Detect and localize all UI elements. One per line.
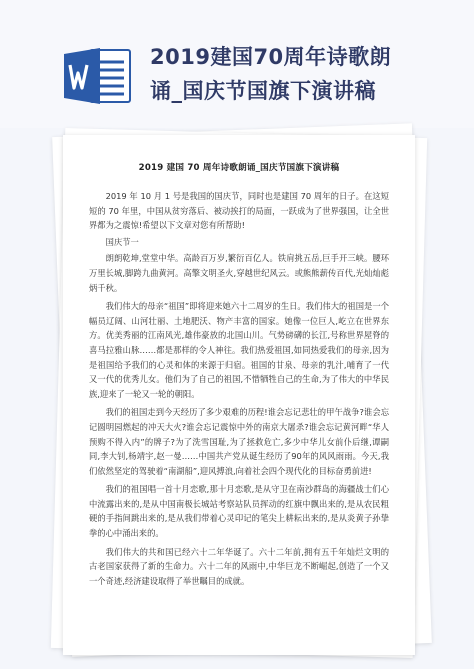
section-heading: 国庆节一 [105,236,139,247]
header [0,0,474,128]
paragraph: 我们伟大的共和国已经六十二年华诞了。六十二年前,拥有五千年灿烂文明的古老国家获得了新的生命力。六十二年的风雨中,中华巨龙不断崛起,创造了一个又一个奇迹,经济建设取得了举世瞩目的成就。 [89,546,389,586]
document-page [63,135,415,655]
paragraph: 我们伟大的母亲“祖国”即将迎来她六十二周岁的生日。我们伟大的祖国是一个幅员辽阔、山河壮丽、土地肥沃、物产丰富的国家。她像一位巨人,屹立在世界东方。优美秀丽的江南风光,雄伟豪放的北国山川。气势磅礴的长江,号称世界屋脊的喜马拉雅山脉……都是那样的令人神往。我们热爱祖国,如同热爱我们的母亲,因为是祖国给予我们的心灵和体的来源于归宿。祖国的甘泉、母亲的乳汁,哺育了一代又一代的优秀儿女。他们为了自己的祖国,不惜牺牲自己的生命,为了伟大的中华民族,迎来了一轮又一轮的朝阳。 [89,301,389,399]
page-title-line1: 2019建国70周年诗歌朗 [150,45,392,69]
word-document-icon [62,46,132,106]
page-title [150,40,450,108]
document-title: 2019 建国 70 周年诗歌朗诵_国庆节国旗下演讲稿 [138,163,340,173]
paragraph: 我们的祖国走到今天经历了多少艰难的历程!谁会忘记悲壮的甲午战争?谁会忘记圆明园燃起的冲天大火?谁会忘记震惊中外的南京大屠杀?谁会忘记黄河畔“华人预购不得入内”的牌子?为了洗雪国耻,为了拯救危亡,多少中华儿女前仆后继,谭嗣同,李大钊,杨靖宇,赵一曼……中国共产党从诞生经历了90年的风风雨雨。今天,我们依然坚定的驾驶着“南湖船”,迎风搏浪,向着社会四个现代化的目标奋勇前进! [89,407,389,476]
paragraph: 我们的祖国唱一首十月恋歌,那十月恋歌,是从守卫在南沙群岛的海疆战士们心中流露出来的,是从中国南极长城站考察站队员挥动的红旗中飘出来的,是从农民粗硬的手指间跳出来的,是从我们带着心灵印记的笔尖上耕耘出来的,是从炎黄子孙挚拳的心中涌出来的。 [89,484,389,539]
page-title-line2: 诵_国庆节国旗下演讲稿 [150,79,376,103]
paragraph: 朗朗乾坤,堂堂中华。高龄百万岁,繁衍百亿人。铁肩挑五岳,巨手开三峡。腰环万里长城,脚跨九曲黄河。高擎文明圣火,穿越世纪风云。或熊熊薪传百代,光灿灿彪炳千秋。 [89,253,389,293]
paragraph: 2019 年 10 月 1 号是我国的国庆节，同时也是建国 70 周年的日子。在这短短的 70 年里，中国从贫穷落后、被动挨打的局面，一跃成为了世界强国，让全世界都为之震惊!希望以下文章对您有所帮助! [89,191,389,231]
